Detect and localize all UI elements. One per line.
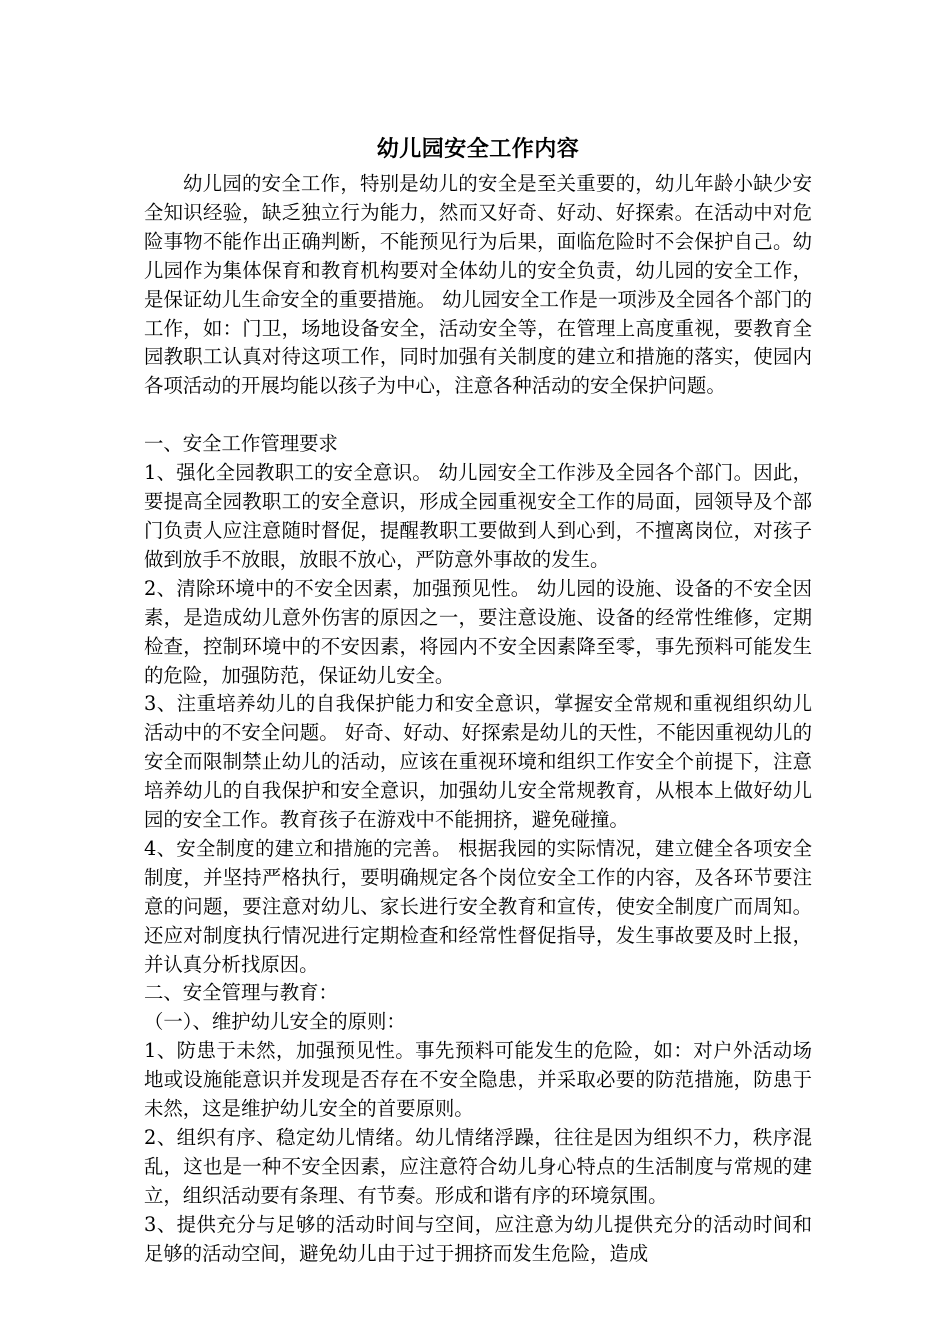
intro-paragraph: 幼儿园的安全工作，特别是幼儿的安全是至关重要的，幼儿年龄小缺少安全知识经验，缺乏独立行为能力，然而又好奇、好动、好探索。在活动中对危险事物不能作出正确判断，不能预见行为后果，面临危险时不会保护自己。幼儿园作为集体保育和教育机构要对全体幼儿的安全负责，幼儿园的安全工作，是保证幼儿生命安全的重要措施。 幼儿园安全工作是一项涉及全园各个部门的工作，如：门卫，场地设备安全，活动安全等，在管理上高度重视，要教育全园教职工认真对待这项工作，同时加强有关制度的建立和措施的落实，使园内各项活动的开展均能以孩子为中心，注意各种活动的安全保护问题。 (144, 172, 812, 398)
subsection-heading-principles: （一）、维护幼儿安全的原则： (144, 1010, 406, 1034)
list-item: 3、注重培养幼儿的自我保护能力和安全意识，掌握安全常规和重视组织幼儿活动中的不安全问题。 好奇、好动、好探索是幼儿的天性，不能因重视幼儿的安全而限制禁止幼儿的活动，应该在重视环境和组织工作安全个前提下，注意培养幼儿的自我保护和安全意识，加强幼儿安全常规教育，从根本上做好幼儿园的安全工作。教育孩子在游戏中不能拥挤，避免碰撞。 (144, 692, 812, 832)
list-item: 1、防患于未然，加强预见性。事先预料可能发生的危险，如：对户外活动场地或设施能意识并发现是否存在不安全隐患，并采取必要的防范措施，防患于未然，这是维护幼儿安全的首要原则。 (144, 1039, 812, 1121)
paragraph-gap (144, 401, 812, 430)
section-heading-education: 二、安全管理与教育： (144, 981, 338, 1005)
document-title: 幼儿园安全工作内容 (376, 136, 580, 162)
document-page (144, 132, 812, 1269)
list-item: 1、强化全园教职工的安全意识。 幼儿园安全工作涉及全园各个部门。因此，要提高全园教职工的安全意识，形成全园重视安全工作的局面，园领导及个部门负责人应注意随时督促，提醒教职工要做到人到心到，不擅离岗位，对孩子做到放手不放眼，放眼不放心，严防意外事故的发生。 (144, 461, 812, 571)
list-item: 3、提供充分与足够的活动时间与空间，应注意为幼儿提供充分的活动时间和足够的活动空间，避免幼儿由于过于拥挤而发生危险，造成 (144, 1212, 812, 1265)
section-heading-management: 一、安全工作管理要求 (144, 432, 338, 456)
list-item: 4、安全制度的建立和措施的完善。 根据我园的实际情况，建立健全各项安全制度，并坚持严格执行，要明确规定各个岗位安全工作的内容，及各环节要注意的问题，要注意对幼儿、家长进行安全教育和宣传，使安全制度广而周知。还应对制度执行情况进行定期检查和经常性督促指导，发生事故要及时上报，并认真分析找原因。 (144, 836, 812, 976)
list-item: 2、清除环境中的不安全因素，加强预见性。 幼儿园的设施、设备的不安全因素，是造成幼儿意外伤害的原因之一，要注意设施、设备的经常性维修，定期检查，控制环境中的不安因素，将园内不安全因素降至零，事先预料可能发生的危险，加强防范，保证幼儿安全。 (144, 576, 812, 687)
list-item: 2、组织有序、稳定幼儿情绪。幼儿情绪浮躁，往往是因为组织不力，秩序混乱，这也是一种不安全因素，应注意符合幼儿身心特点的生活制度与常规的建立，组织活动要有条理、有节奏。形成和谐有序的环境氛围。 (144, 1126, 812, 1207)
